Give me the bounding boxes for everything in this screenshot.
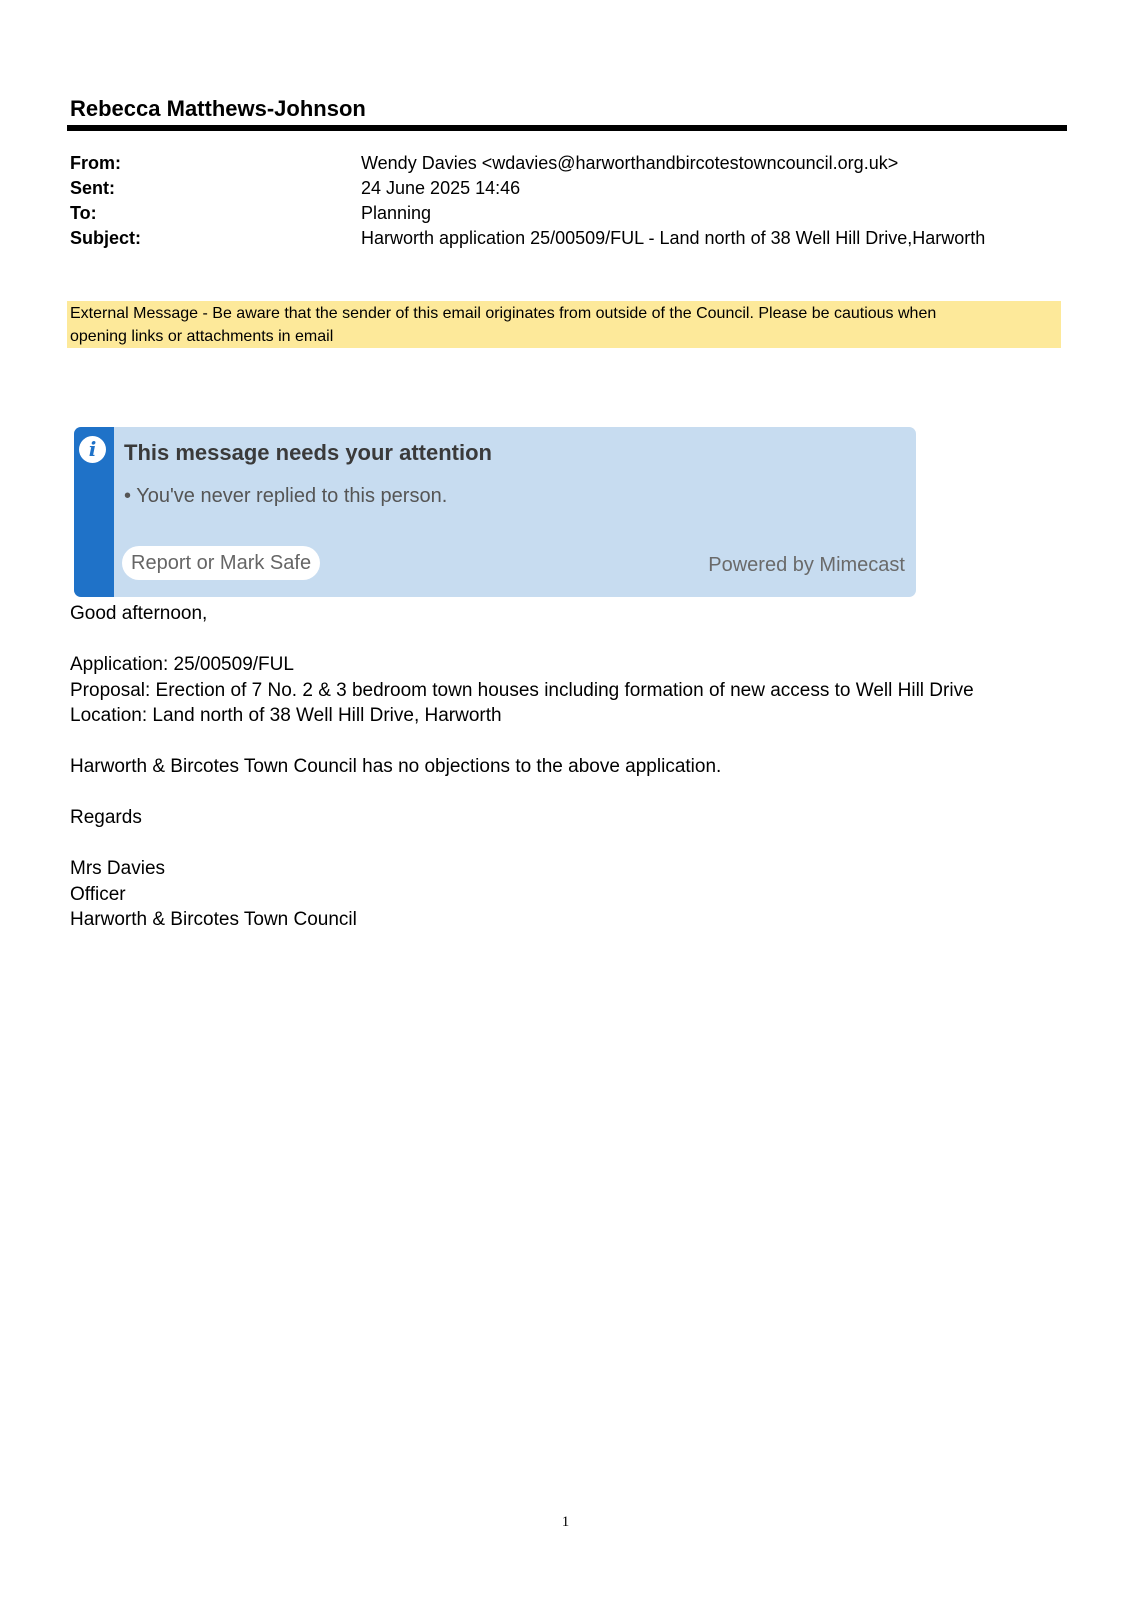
from-value: Wendy Davies <wdavies@harworthandbircotestowncouncil.org.uk>	[361, 153, 899, 173]
report-or-mark-safe-button[interactable]: Report or Mark Safe	[122, 546, 320, 580]
mimecast-reason: • You've never replied to this person.	[124, 485, 448, 507]
statement-text: Harworth & Bircotes Town Council has no objections to the above application.	[70, 756, 722, 777]
mimecast-title: This message needs your attention	[124, 440, 492, 465]
header-sent	[70, 176, 1070, 201]
header-to	[70, 201, 1070, 226]
signature-name: Mrs Davies	[70, 858, 166, 879]
header-from	[70, 151, 1070, 176]
mimecast-attention-panel	[74, 427, 916, 597]
closing-text: Regards	[70, 807, 142, 828]
to-value: Planning	[361, 203, 432, 223]
info-icon: i	[79, 436, 106, 463]
from-label: From:	[70, 153, 121, 173]
external-message-warning	[67, 301, 1061, 348]
location-text: Location: Land north of 38 Well Hill Drive, Harworth	[70, 705, 502, 726]
sent-value: 24 June 2025 14:46	[361, 178, 521, 198]
page-number: 1	[561, 1514, 570, 1530]
email-body	[70, 601, 1070, 958]
application-ref: Application: 25/00509/FUL	[70, 654, 294, 675]
signature-title: Officer	[70, 883, 126, 905]
application-details	[70, 652, 1070, 729]
external-warning-line-1: External Message - Be aware that the sender of this email originates from outside of the Council. Please be cautious when	[70, 305, 937, 322]
header-divider	[67, 125, 1067, 131]
mimecast-accent-stripe	[74, 427, 114, 597]
header-subject	[70, 226, 1070, 251]
signature-org: Harworth & Bircotes Town Council	[70, 909, 357, 930]
signature	[70, 856, 1070, 933]
email-headers	[70, 151, 1070, 251]
greeting	[70, 601, 1070, 627]
greeting-text: Good afternoon,	[70, 603, 208, 624]
council-statement	[70, 754, 1070, 780]
subject-label: Subject:	[70, 228, 142, 248]
closing	[70, 805, 1070, 831]
mailbox-owner-name: Rebecca Matthews-Johnson	[70, 96, 366, 121]
sent-label: Sent:	[70, 178, 115, 198]
subject-value: Harworth application 25/00509/FUL - Land north of 38 Well Hill Drive,Harworth	[361, 228, 986, 248]
mimecast-powered-by: Powered by Mimecast	[708, 554, 905, 576]
external-warning-line-2: opening links or attachments in email	[70, 328, 334, 345]
proposal-text: Proposal: Erection of 7 No. 2 & 3 bedroom town houses including formation of new access to Well Hill Drive	[70, 679, 974, 701]
to-label: To:	[70, 203, 97, 223]
